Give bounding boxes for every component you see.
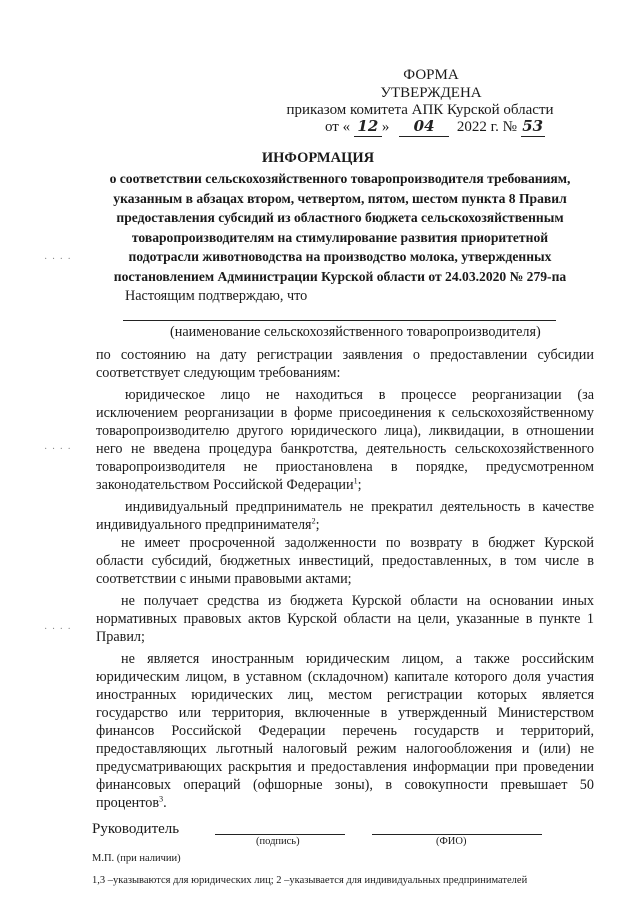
month-value: 04 bbox=[413, 117, 435, 135]
margin-mark: · · · · bbox=[44, 444, 72, 455]
req5-line: юридическим лицом, в уставном (складочном) капитале которого доля участия bbox=[96, 669, 594, 685]
order-label: приказом комитета АПК Курской области bbox=[286, 102, 554, 118]
req1-text: законодательством Российской Федерации bbox=[96, 477, 354, 493]
req5-text: процентов bbox=[96, 795, 160, 811]
req3-line: соответствии с иными правовыми актами; bbox=[96, 571, 352, 587]
order-date bbox=[325, 117, 545, 137]
subtitle-line: подотрасли животноводства на производство молока, утвержденных bbox=[128, 249, 552, 264]
stamp-label: М.П. (при наличии) bbox=[92, 853, 181, 864]
fio-line bbox=[372, 834, 542, 835]
signature-line bbox=[215, 834, 345, 835]
subtitle-line: товаропроизводителям на стимулирование развития приоритетной bbox=[131, 229, 549, 245]
req3-line: области субсидий, бюджетных инвестиций, предоставленных, в том числе в bbox=[96, 553, 594, 569]
confirm-text: Настоящим подтверждаю, что bbox=[125, 288, 308, 304]
subtitle-line: о соответствии сельскохозяйственного товаропроизводителя требованиям, bbox=[109, 171, 571, 186]
year-label: 2022 г. № bbox=[456, 119, 517, 135]
date-prefix: от « bbox=[325, 119, 351, 135]
day-value: 12 bbox=[357, 117, 379, 135]
req1-line: него не введена процедура банкротства, деятельность сельскохозяйственного bbox=[96, 441, 594, 457]
req4-line: Правил; bbox=[96, 629, 145, 645]
month-field bbox=[399, 117, 449, 137]
number-field bbox=[521, 117, 545, 137]
req5-line: финансов Российской Федерации перечень государств и территорий, bbox=[96, 723, 594, 739]
req5-line: не является иностранным юридическим лицом, а также российским bbox=[121, 651, 594, 667]
footnote-mark: 1 bbox=[353, 476, 358, 486]
req3-line: не имеет просроченной задолженности по возврату в бюджет Курской bbox=[121, 535, 594, 551]
approved-label: УТВЕРЖДЕНА bbox=[380, 85, 482, 101]
punct: ; bbox=[357, 477, 362, 493]
subtitle-line: указанным в абзацах втором, четвертом, пятом, шестом пункта 8 Правил bbox=[113, 190, 567, 206]
day-field bbox=[354, 117, 382, 137]
punct: ; bbox=[315, 517, 320, 533]
name-underline bbox=[123, 320, 556, 321]
req5-line: финансовых операций (офшорные зоны), в совокупности превышает 50 bbox=[96, 777, 594, 793]
req1-line: товаропроизводителя не приостановлена в порядке, предусмотренном bbox=[96, 459, 594, 475]
footnote-mark: 2 bbox=[311, 516, 316, 526]
subtitle-line: постановлением Администрации Курской области от 24.03.2020 № 279-па bbox=[113, 268, 567, 284]
margin-mark: · · · · bbox=[44, 624, 72, 635]
req4-line: не получает средства из бюджета Курской области на основании иных bbox=[121, 593, 594, 609]
req2-text: индивидуального предпринимателя bbox=[96, 517, 312, 533]
req5-line: государство или территория, включенные в утвержденный Министерством bbox=[96, 705, 594, 721]
margin-mark: · · · · bbox=[44, 254, 72, 265]
req1-line: исключением реорганизации в форме присоединения к сельскохозяйственному bbox=[96, 405, 594, 421]
document-subtitle bbox=[95, 169, 585, 286]
req2-line-last bbox=[96, 516, 320, 534]
intro-line: соответствует следующим требованиям: bbox=[96, 365, 341, 381]
req5-line-last bbox=[96, 794, 167, 812]
req1-line-last bbox=[96, 476, 362, 494]
punct: . bbox=[163, 795, 167, 811]
footnote-mark: 3 bbox=[159, 794, 164, 804]
document-title: ИНФОРМАЦИЯ bbox=[261, 150, 375, 166]
req1-line: товаропроизводителю другого юридического лица), ликвидации, в отношении bbox=[96, 423, 594, 439]
name-caption: (наименование сельскохозяйственного товаропроизводителя) bbox=[170, 324, 541, 340]
req2-line: индивидуальный предприниматель не прекратил деятельность в качестве bbox=[125, 499, 594, 515]
date-mid: » bbox=[381, 119, 390, 135]
req4-line: нормативных правовых актов Курской области на цели, указанные в пункте 1 bbox=[96, 611, 594, 627]
req1-line: юридическое лицо не находиться в процессе реорганизации (за bbox=[125, 387, 594, 403]
number-value: 53 bbox=[522, 117, 544, 135]
intro-line: по состоянию на дату регистрации заявления о предоставлении субсидии bbox=[96, 347, 594, 363]
head-label: Руководитель bbox=[92, 821, 180, 837]
fio-caption: (ФИО) bbox=[436, 836, 467, 847]
footnote-text: 1,3 –указываются для юридических лиц; 2 –указывается для индивидуальных предпринимателей bbox=[92, 875, 528, 886]
form-label: ФОРМА bbox=[403, 67, 459, 83]
req5-line: предусматривающих раскрытия и предоставления информации при проведении bbox=[96, 759, 594, 775]
sign-caption: (подпись) bbox=[256, 836, 300, 847]
req5-line: предоставляющих льготный налоговый режим налогообложения и (или) не bbox=[96, 741, 594, 757]
subtitle-line: предоставления субсидий из областного бюджета сельскохозяйственным bbox=[116, 210, 564, 225]
req5-line: иностранных юридических лиц, местом регистрации которых является bbox=[96, 687, 594, 703]
